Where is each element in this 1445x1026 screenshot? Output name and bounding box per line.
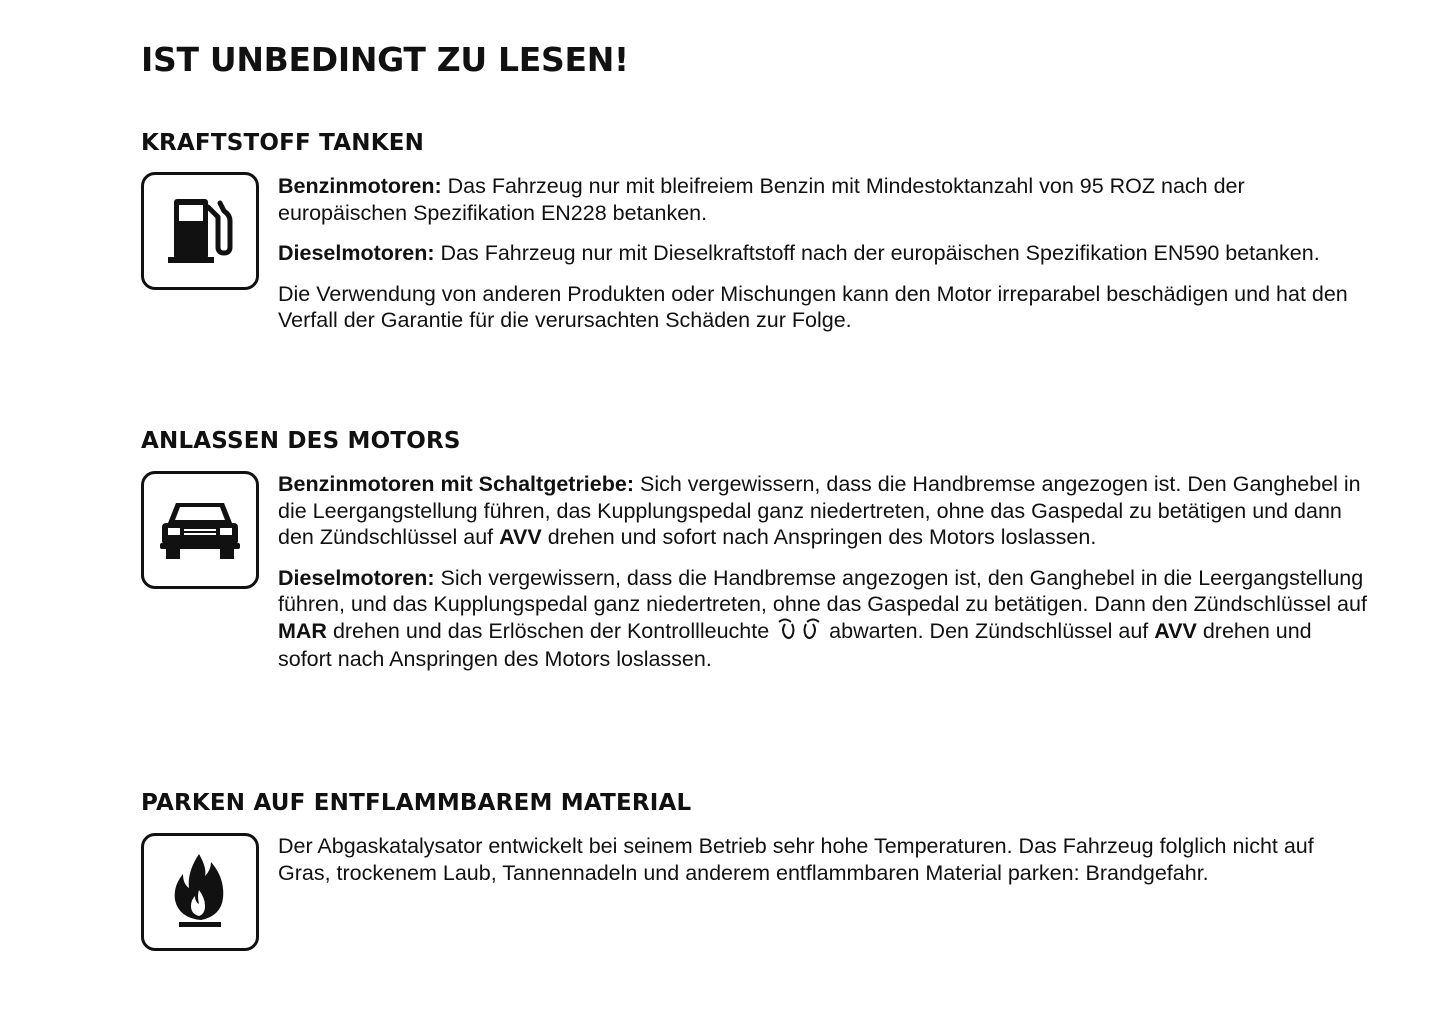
fuel-diesel-text: Das Fahrzeug nur mit Dieselkraftstoff nach der europäischen Spezifikation EN590 betanken. (434, 241, 1320, 265)
start-petrol-text-a: Sich vergewissern, dass die Handbremse angezogen ist. Den Ganghebel in die Leergangstellung führen, das Kupplungspedal ganz niedertreten, ohne das Gaspedal zu betätigen und dann den Zündschlüssel auf (278, 472, 1361, 549)
start-diesel-key-avv: AVV (1154, 618, 1197, 643)
section-heading-parking: PARKEN AUF ENTFLAMMBAREM MATERIAL (141, 790, 692, 816)
fuel-petrol-text: Das Fahrzeug nur mit bleifreiem Benzin mit Mindestoktanzahl von 95 ROZ nach der europäischen Spezifikation EN228 betanken. (278, 174, 1245, 225)
flame-icon (141, 833, 259, 951)
section-body-fuel (278, 173, 1368, 348)
fuel-diesel-label: Dieselmotoren: (278, 241, 435, 265)
start-diesel-label: Dieselmotoren: (278, 565, 435, 590)
start-diesel-text-c: abwarten. Den Zündschlüssel auf (823, 618, 1155, 643)
fuel-petrol-label: Benzinmotoren: (278, 174, 442, 198)
fuel-warning-paragraph: Die Verwendung von anderen Produkten oder Mischungen kann den Motor irreparabel beschädigen und hat den Verfall der Garantie für die verursachten Schäden zur Folge. (278, 281, 1348, 332)
section-body-parking (278, 833, 1368, 900)
start-petrol-paragraph (278, 471, 1368, 551)
section-heading-fuel: KRAFTSTOFF TANKEN (141, 130, 425, 156)
car-front-icon (141, 471, 259, 589)
fuel-pump-icon (141, 172, 259, 290)
section-heading-start: ANLASSEN DES MOTORS (141, 428, 461, 454)
page-title: IST UNBEDINGT ZU LESEN! (141, 40, 629, 79)
start-diesel-key-mar: MAR (278, 618, 327, 643)
start-diesel-text-a: Sich vergewissern, dass die Handbremse angezogen ist, den Ganghebel in die Leergangstellung führen, und das Kupplungspedal ganz niedertreten, ohne das Gaspedal zu betätigen. Dann den Zündschlüssel auf (278, 565, 1367, 616)
glow-plug-icon (777, 618, 821, 647)
start-diesel-text-b: drehen und das Erlöschen der Kontrollleuchte (326, 618, 776, 643)
start-diesel-paragraph (278, 565, 1368, 673)
start-petrol-text-b: drehen und sofort nach Anspringen des Motors loslassen. (541, 525, 1097, 549)
start-petrol-key: AVV (499, 525, 542, 549)
start-petrol-label: Benzinmotoren mit Schaltgetriebe: (278, 472, 634, 496)
parking-paragraph: Der Abgaskatalysator entwickelt bei seinem Betrieb sehr hohe Temperaturen. Das Fahrzeug folglich nicht auf Gras, trockenem Laub, Tannennadeln und anderem entflammbaren Material parken: Brandgefahr. (278, 834, 1314, 885)
fuel-diesel-paragraph (278, 240, 1368, 267)
start-diesel-text-d: drehen und sofort nach Anspringen des Motors loslassen. (278, 618, 1312, 671)
fuel-petrol-paragraph (278, 173, 1368, 226)
section-body-start (278, 471, 1368, 687)
